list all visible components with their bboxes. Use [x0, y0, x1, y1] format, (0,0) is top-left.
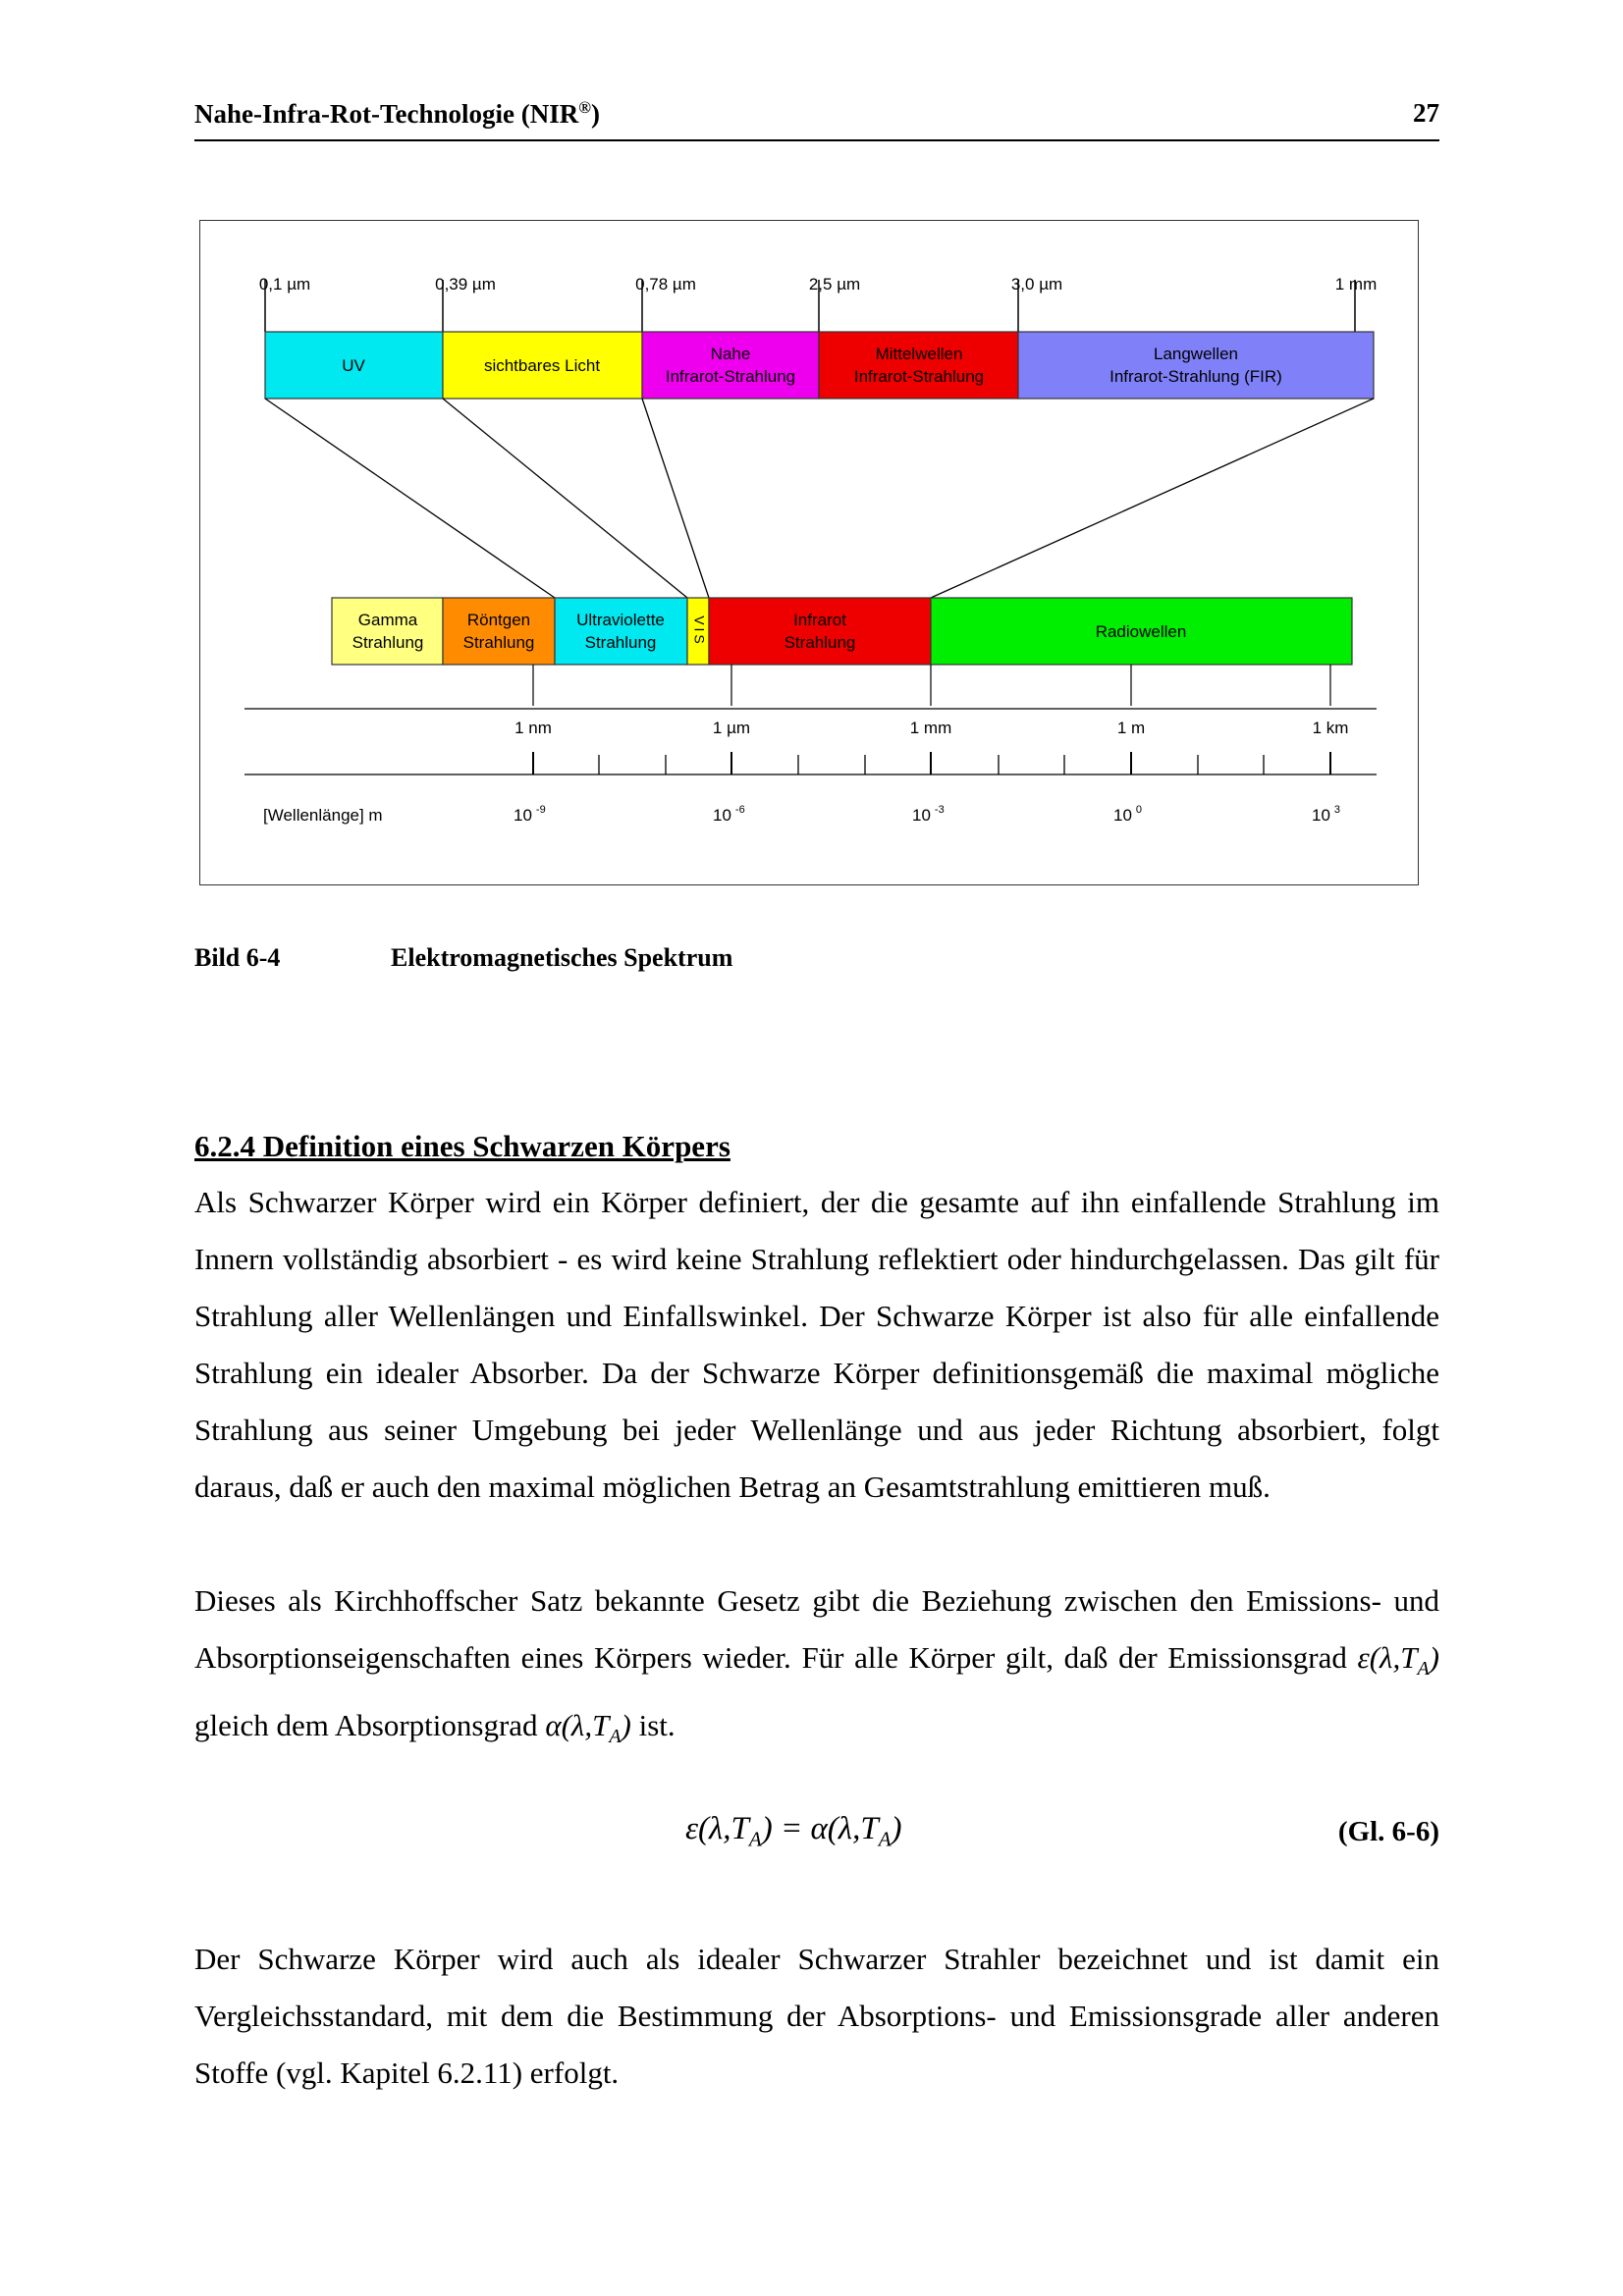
equation-label: (Gl. 6-6)	[1337, 1816, 1439, 1847]
band-ultraviolet	[555, 598, 687, 665]
paragraph-2: Dieses als Kirchhoffscher Satz bekannte Gesetz gibt die Beziehung zwischen den Emissions- und Absorptionseigenschaften eines Körpers wieder. Für alle Körper gilt, daß der Emissionsgrad $\varepsilon(\lambda,T_A)$ gleich dem Absorptionsgrad $\alpha(\lambda,T_A)$ ist.	[194, 1583, 1439, 1748]
top-scale-label: 3,0 µm	[1010, 275, 1063, 294]
unit-label: 1 mm	[909, 719, 952, 737]
spectrum-figure	[199, 220, 1419, 885]
figure-caption	[194, 943, 733, 973]
band-label: Strahlung	[784, 633, 856, 652]
exponent-label: 10 $^{-6}$	[713, 804, 745, 825]
equation-kirchhoff: $\varepsilon(\lambda,T_A) = \alpha(\lambda,T_A)$	[685, 1811, 902, 1851]
top-scale-label: 0,1 µm	[258, 275, 311, 294]
band-label: Gamma	[357, 611, 418, 629]
band-gamma	[332, 598, 443, 665]
band-label: Ultraviolette	[576, 611, 665, 629]
band-label: sichtbares Licht	[483, 356, 601, 375]
spectrum-diagram	[200, 221, 1418, 884]
band-label: Strahlung	[352, 633, 424, 652]
caption-number: Bild 6-4	[194, 943, 281, 972]
top-scale-label: 0,39 µm	[435, 275, 496, 294]
band-mid-ir	[819, 332, 1018, 399]
exponent-label: 10 $^3$	[1312, 804, 1341, 825]
band-far-ir	[1018, 332, 1374, 399]
caption-title: Elektromagnetisches Spektrum	[391, 943, 733, 972]
axis-label: [Wellenlänge] m	[263, 806, 383, 825]
page-header	[194, 98, 1439, 141]
top-scale-label: 2,5 µm	[808, 275, 861, 294]
band-xray	[443, 598, 555, 665]
unit-label: 1 m	[1116, 719, 1146, 737]
band-label: Strahlung	[462, 633, 535, 652]
math-emission: $\varepsilon(\lambda,T_A)$	[1357, 1640, 1439, 1681]
band-label: Infrarot-Strahlung (FIR)	[1109, 367, 1282, 386]
band-label: UV	[342, 356, 365, 375]
exponent-label: 10 $^{-3}$	[912, 804, 945, 825]
unit-label: 1 µm	[712, 719, 751, 737]
band-label-vis: VIS	[691, 615, 708, 647]
band-label: Strahlung	[584, 633, 657, 652]
exponent-label: 10 $^{-9}$	[514, 804, 546, 825]
top-scale-label: 1 mm	[1334, 275, 1378, 294]
band-label: Radiowellen	[1095, 622, 1187, 641]
page-number: 27	[1413, 98, 1439, 128]
top-scale-label: 0,78 µm	[635, 275, 696, 294]
header-title: Nahe-Infra-Rot-Technologie (NIR®)	[194, 98, 600, 129]
band-label: Langwellen	[1153, 345, 1239, 363]
band-infrared	[709, 598, 931, 665]
paragraph-1: Als Schwarzer Körper wird ein Körper definiert, der die gesamte auf ihn einfallende Strahlung im Innern vollständig absorbiert - es wird keine Strahlung reflektiert oder hindurchgelassen. Das gilt für Strahlung aller Wellenlängen und Einfallswinkel. Der Schwarze Körper ist also für alle einfallende Strahlung ein idealer Absorber. Da der Schwarze Körper definitionsgemäß die maximal mögliche Strahlung aus seiner Umgebung bei jeder Wellenlänge und aus jeder Richtung absorbiert, folgt daraus, daß er auch den maximal möglichen Betrag an Gesamtstrahlung emittieren muß.	[194, 1185, 1439, 1504]
paragraph-3: Der Schwarze Körper wird auch als idealer Schwarzer Strahler bezeichnet und ist damit ein Vergleichsstandard, mit dem die Bestimmung der Absorptions- und Emissionsgrade aller anderen Stoffe (vgl. Kapitel 6.2.11) erfolgt.	[194, 1942, 1439, 2090]
band-label: Infrarot-Strahlung	[853, 367, 985, 386]
band-near-ir	[642, 332, 819, 399]
unit-label: 1 nm	[514, 719, 552, 737]
band-label: Röntgen	[466, 611, 531, 629]
band-label: Mittelwellen	[875, 345, 963, 363]
unit-label: 1 km	[1312, 719, 1349, 737]
band-label: Infrarot	[793, 611, 846, 629]
math-absorption: $\alpha(\lambda,T_A)$	[545, 1708, 631, 1748]
exponent-label: 10 $^0$	[1113, 804, 1143, 825]
band-label: Infrarot-Strahlung	[665, 367, 796, 386]
band-label: Nahe	[710, 345, 751, 363]
section-heading: 6.2.4 Definition eines Schwarzen Körpers	[194, 1129, 730, 1163]
